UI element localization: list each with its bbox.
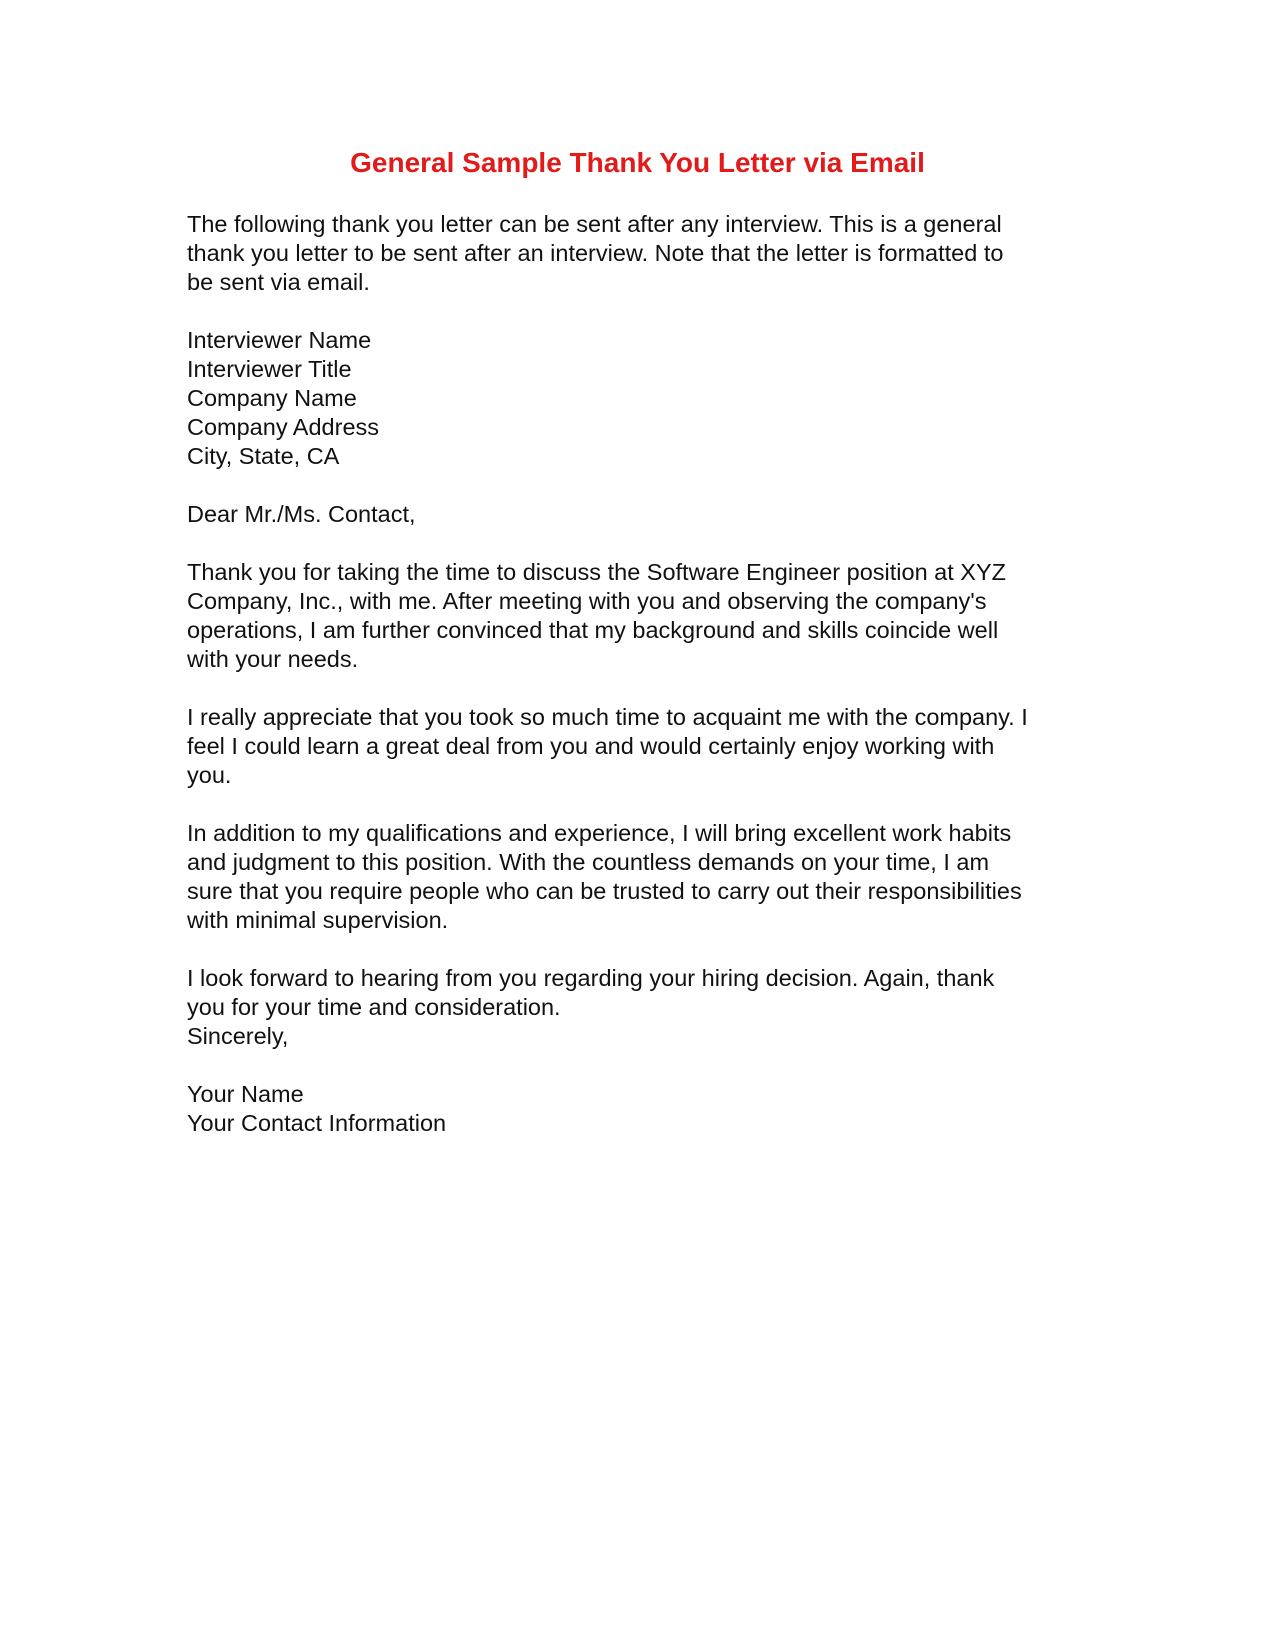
paragraph-line: operations, I am further convinced that my background and skills coincide well [187,617,999,643]
body-paragraph-4 [187,964,1107,1051]
company-address: Company Address [187,414,380,440]
interviewer-title: Interviewer Title [187,356,352,382]
body-paragraph-1 [187,558,1107,674]
interviewer-name: Interviewer Name [187,327,372,353]
paragraph-line: I really appreciate that you took so much time to acquaint me with the company. I [187,704,1028,730]
recipient-address [187,326,1107,471]
paragraph-line: I look forward to hearing from you regarding your hiring decision. Again, thank [187,965,995,991]
intro-paragraph [187,210,1107,297]
salutation [187,500,1107,529]
body-paragraph-3 [187,819,1107,935]
intro-line: thank you letter to be sent after an interview. Note that the letter is formatted to [187,240,1004,266]
intro-line: be sent via email. [187,269,370,295]
company-name: Company Name [187,385,357,411]
letter-body [187,210,1107,1138]
sender-contact: Your Contact Information [187,1110,447,1136]
body-paragraph-2 [187,703,1107,790]
salutation-line: Dear Mr./Ms. Contact, [187,501,416,527]
city-state: City, State, CA [187,443,340,469]
paragraph-line: Thank you for taking the time to discuss the Software Engineer position at XYZ [187,559,1007,585]
paragraph-line: you. [187,762,232,788]
paragraph-line: In addition to my qualifications and experience, I will bring excellent work habits [187,820,1012,846]
paragraph-line: sure that you require people who can be trusted to carry out their responsibilities [187,878,1022,904]
closing: Sincerely, [187,1023,289,1049]
paragraph-line: you for your time and consideration. [187,994,561,1020]
paragraph-line: feel I could learn a great deal from you and would certainly enjoy working with [187,733,995,759]
sender-name: Your Name [187,1081,304,1107]
paragraph-line: with minimal supervision. [187,907,449,933]
signature-block [187,1080,1107,1138]
page-title: General Sample Thank You Letter via Email [350,147,925,178]
paragraph-line: Company, Inc., with me. After meeting with you and observing the company's [187,588,987,614]
paragraph-line: with your needs. [187,646,359,672]
paragraph-line: and judgment to this position. With the countless demands on your time, I am [187,849,990,875]
intro-line: The following thank you letter can be sent after any interview. This is a general [187,211,1002,237]
